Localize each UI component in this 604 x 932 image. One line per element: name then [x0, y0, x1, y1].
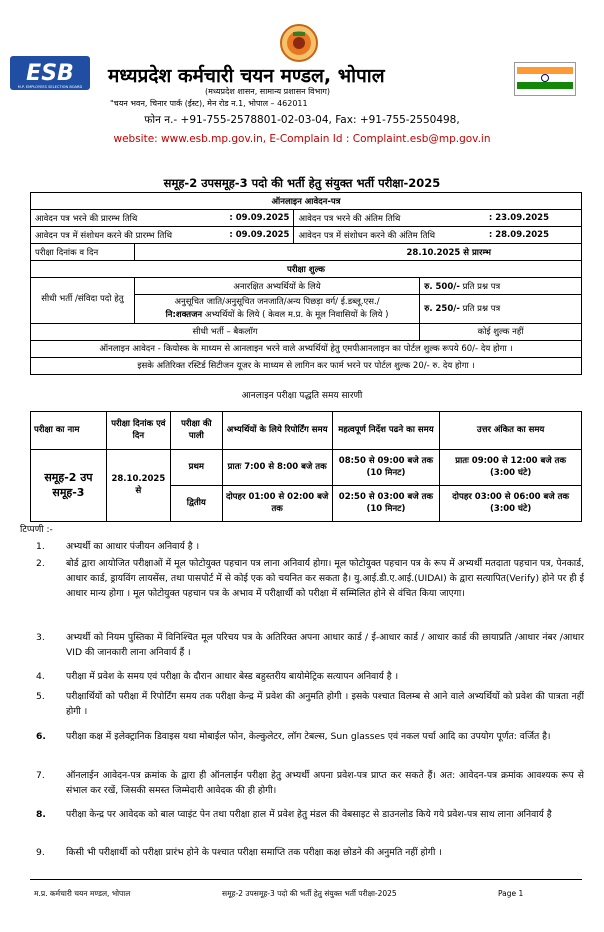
note-item-5: 5. परीक्षार्थियों को परीक्षा में रिपोर्टिंग समय तक परीक्षा केन्द्र में प्रवेश की अनुमति होगी । इसके पश्चात विलम्ब से आने वाले अभ्यर्थियों को प्रवेश की पात्रता नहीं होगी । — [36, 691, 584, 717]
fee-section-label: परीक्षा शुल्क — [31, 261, 582, 278]
shift-first: प्रथम — [170, 450, 222, 486]
esb-logo-subtext: M.P. EMPLOYEES SELECTION BOARD — [17, 85, 83, 89]
col-header-reporting: अभ्यर्थियों के लिये रिपोर्टिंग समय — [222, 412, 332, 450]
exam-date: 28.10.2025 से — [106, 450, 170, 522]
note-item-1: 1. अभ्यर्थी का आधार पंजीयन अनिवार्य है । — [36, 541, 200, 552]
reporting-second: दोपहर 01:00 से 02:00 बजे तक — [222, 486, 332, 522]
backlog-label: सीधी भर्ती – बैकलॉग — [31, 323, 420, 340]
footer-org: म.प्र. कर्मचारी चयन मण्डल, भोपाल — [34, 889, 131, 898]
col-header-exam-date: परीक्षा दिनांक एवं दिन — [106, 412, 170, 450]
edit-end-value: : 28.09.2025 — [488, 229, 549, 240]
unreserved-fee: रु. 500/- प्रति प्रश्न पत्र — [420, 278, 582, 295]
exam-date-value: 28.10.2025 से प्रारम्भ — [134, 244, 581, 261]
footer-divider — [30, 879, 582, 880]
instructions-second: 02:50 से 03:00 बजे तक (10 मिनट) — [332, 486, 440, 522]
backlog-value: कोई शुल्क नहीं — [420, 323, 582, 340]
table-row — [31, 450, 582, 486]
answer-second: दोपहर 03:00 से 06:00 बजे तक (3:00 घंटे) — [440, 486, 582, 522]
direct-recruitment-label: सीधी भर्ती /संविदा पदो हेतु — [31, 278, 135, 324]
apply-start-value: : 09.09.2025 — [229, 212, 290, 223]
page-number: Page 1 — [498, 889, 524, 898]
note-item-4: 4. परीक्षा में प्रवेश के समय एवं परीक्षा के दौरान आधार बेस्ड बहुस्तरीय बायोमेट्रिक सत्यापन अनिवार्य है । — [36, 671, 399, 682]
col-header-shift: परीक्षा की पाली — [170, 412, 222, 450]
tricolor-emblem-icon — [515, 63, 575, 95]
mp-government-logo — [514, 62, 576, 96]
schedule-caption: आनलाइन परीक्षा पद्धति समय सारणी — [241, 391, 363, 401]
org-title: मध्यप्रदेश कर्मचारी चयन मण्डल, भोपाल — [108, 65, 385, 87]
contact-phone: फोन न.- +91-755-2578801-02-03-04, Fax: +91-755-2550498, — [144, 114, 460, 126]
note-item-3: 3. अभ्यर्थी को नियम पुस्तिका में विनिश्चित मूल परिचय पत्र के अतिरिक्त अपना आधार कार्ड / ई-आधार कार्ड / आधार कार्ड की छायाप्रति /आधार नंबर /आधार VID की जानकारी लाना अनिवार्य हैं । — [36, 632, 584, 658]
exam-name: समूह-2 उप समूह-3 — [31, 450, 107, 522]
kiosk-fee-note: ऑनलाइन आवेदन - कियोस्क के माध्यम से आनलाइन भरने वाले अभ्यर्थियों हेतु एमपीआनलाइन का पोर्टल शुल्क रूपये 60/- देय होगा । — [31, 340, 582, 357]
exam-schedule-table — [30, 411, 582, 522]
edit-end-label: आवेदन पत्र में संशोधन करने की अंतिम तिथि : 28.09.2025 — [294, 227, 582, 244]
instructions-first: 08:50 से 09:00 बजे तक (10 मिनट) — [332, 450, 440, 486]
notes-heading: टिप्पणी :- — [20, 525, 53, 535]
esb-logo — [10, 56, 90, 90]
col-header-answer: उत्तर अंकित का समय — [440, 412, 582, 450]
apply-end-value: : 23.09.2025 — [488, 212, 549, 223]
reporting-first: प्रातः 7:00 से 8:00 बजे तक — [222, 450, 332, 486]
contact-website[interactable]: website: www.esb.mp.gov.in, E-Complain Id : Complaint.esb@mp.gov.in — [113, 133, 491, 145]
edit-start-value: : 09.09.2025 — [229, 229, 290, 240]
col-header-instructions: महत्वपूर्ण निर्देश पढने का समय — [332, 412, 440, 450]
mp-emblem-icon — [270, 24, 328, 62]
note-item-2: 2. बोर्ड द्वारा आयोजित परीक्षाओं में मूल फोटोयुक्त पहचान पत्र लाना अनिवार्य होगा। मूल फोटोयुक्त पहचान पत्र के रूप में अभ्यर्थी मतदाता पहचान पत्र, पेनकार्ड, आधार कार्ड, ड्रायविंग लायसेंस, तथा पासपोर्ट में से कोई एक को चयनित कर सकता है। यु.आई.डी.ए.आई.(UIDAI) के द्वारा सत्यापित(Verify) होने पर ही ई आधार मान्य होगा । मूल फोटोयुक्त पहचान पत्र के अभाव में परीक्षार्थी को परीक्षा में सम्मिलित होने से वंचित किया जाएगा। — [36, 558, 584, 599]
note-item-7: 7. ऑनलाईन आवेदन-पत्र क्रमांक के द्वारा ही ऑनलाईन परीक्षा हेतु अभ्यर्थी अपना प्रवेश-पत्र प्राप्त कर सकते हैं। अत: आवेदन-पत्र क्रमांक आवश्यक रूप से संभाल कर रखें, जिसकी समस्त जिम्मेदारी आवेदक की ही होगी। — [36, 770, 584, 796]
apply-start-label: आवेदन पत्र भरने की प्रारम्भ तिथि : 09.09.2025 — [31, 210, 294, 227]
apply-end-label: आवेदन पत्र भरने की अंतिम तिथि : 23.09.2025 — [294, 210, 582, 227]
footer-title: समूह-2 उपसमूह-3 पदो की भर्ती हेतु संयुक्त भर्ती परीक्षा-2025 — [222, 889, 397, 898]
org-subtitle: (मध्यप्रदेश शासन, सामान्य प्रशासन विभाग) — [205, 87, 330, 96]
note-item-8: 8. परीक्षा केन्द्र पर आवेदक को बाल प्वाइंट पेन तथा परीक्षा हाल में प्रवेश हेतु मंडल की वेबसाइट से डाउनलोड किये गये प्रवेश-पत्र साथ लाना अनिवार्य है — [36, 809, 552, 820]
application-fee-table — [30, 192, 582, 375]
note-item-9: 9. किसी भी परीक्षार्थी को परीक्षा प्रारंभ होने के पश्चात परीक्षा समाप्ति तक परीक्षा कक्ष छोडने की अनुमति नहीं होगी । — [36, 847, 442, 858]
citizen-fee-note: इसके अतिरिक्त रस्टिर्ड सिटीजन यूजर के माध्यम से लागिन कर फार्म भरने पर पोर्टल शुल्क 20/- रु. देय होगा । — [31, 357, 582, 374]
unreserved-label: अनारक्षित अभ्यर्थियों के लिये — [134, 278, 419, 295]
esb-logo-text: ESB — [26, 61, 74, 86]
answer-first: प्रातः 09:00 से 12:00 बजे तक (3:00 घंटे) — [440, 450, 582, 486]
document-title: समूह-2 उपसमूह-3 पदो की भर्ती हेतु संयुक्त भर्ती परीक्षा-2025 — [163, 176, 441, 190]
application-section-label: ऑनलाइन आवेदन-पत्र — [31, 193, 582, 210]
exam-date-label: परीक्षा दिनांक व दिन — [31, 244, 135, 261]
reserved-fee: रु. 250/- प्रति प्रश्न पत्र — [420, 295, 582, 324]
edit-start-label: आवेदन पत्र में संशोधन करने की प्रारम्भ तिथि : 09.09.2025 — [31, 227, 294, 244]
org-address: "चयन भवन, चिनार पार्क (ईस्ट), मेन रोड न.1, भोपाल – 462011 — [110, 99, 308, 108]
note-item-6: 6. परीक्षा कक्ष में इलेक्ट्रानिक डिवाइस यथा मोबाईल फोन, केल्कुलेटर, लॉग टेबल्स, Sun glasses एवं नकल पर्चा आदि का उपयोग पूर्णत: वर्जित है। — [36, 731, 551, 742]
reserved-label: अनुसूचित जाति/अनुसूचित जनजाति/अन्य पिछड़ा वर्ग/ ई.डब्लू.एस./ नि:शक्तजन अभ्यर्थियों के लिये ( केवल म.प्र. के मूल निवासियों के लिये ) — [134, 295, 419, 324]
shift-second: द्वितीय — [170, 486, 222, 522]
col-header-exam-name: परीक्षा का नाम — [31, 412, 107, 450]
